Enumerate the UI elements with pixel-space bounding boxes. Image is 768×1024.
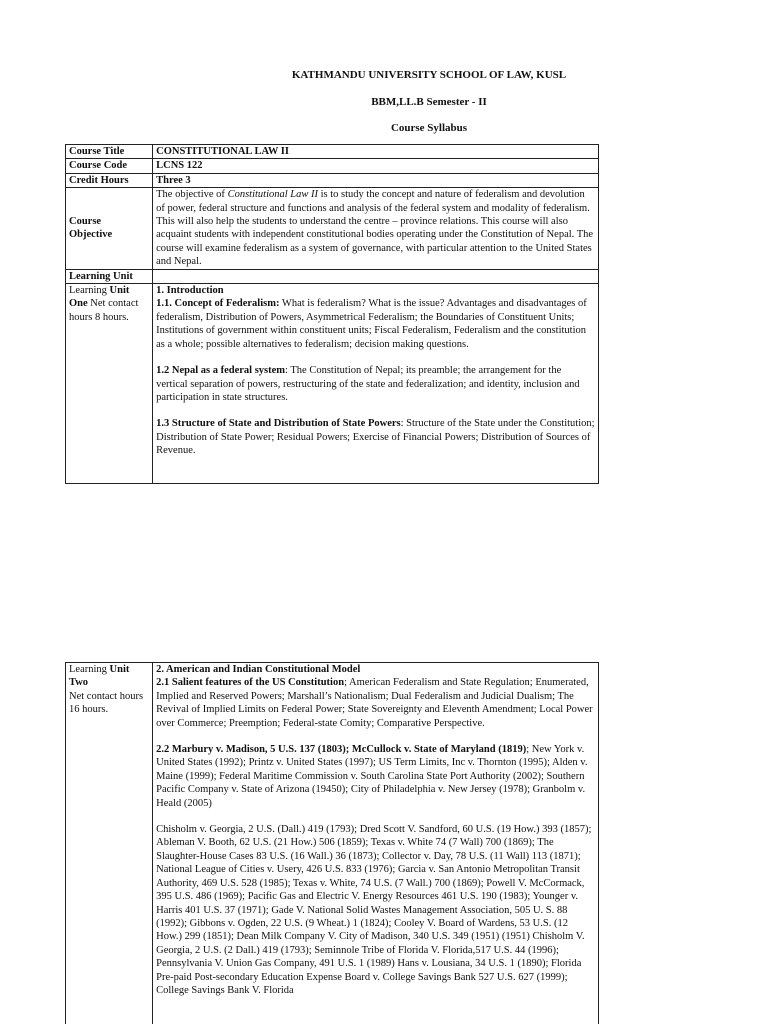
course-objective-text — [153, 188, 599, 269]
university-title: KATHMANDU UNIVERSITY SCHOOL OF LAW, KUSL — [291, 69, 567, 81]
course-code-row — [66, 159, 599, 173]
objective-label-line2: Objective — [69, 229, 113, 241]
section-1-3-title: 1.3 Structure of State and Distribution of State Powers — [156, 418, 401, 430]
objective-pre: The objective of — [156, 189, 228, 201]
unit-one-label-bold: Unit One — [69, 285, 130, 310]
course-title-label: Course Title — [66, 145, 153, 159]
course-title-row — [66, 145, 599, 159]
unit-two-label-bold-2: Two — [69, 677, 89, 689]
course-objective-label — [66, 188, 153, 269]
unit-one-label — [66, 284, 153, 484]
section-1-1 — [156, 297, 595, 351]
credit-hours-value: Three 3 — [153, 173, 599, 187]
program-title: BBM,LL.B Semester - II — [371, 96, 487, 108]
unit-one-content — [153, 284, 599, 484]
section-1-3-text: : Structure of the State under the Constitution; Distribution of State Power; Residual Powers; Exercise of Financial Powers; Distribution of Sources of Revenue. — [156, 418, 595, 457]
learning-unit-blank — [153, 269, 599, 283]
section-2-1 — [156, 676, 595, 730]
section-2-2 — [156, 743, 595, 810]
unit-one-heading: 1. Introduction — [156, 285, 224, 297]
unit-two-label-pre: Learning — [69, 664, 110, 675]
course-title-value: CONSTITUTIONAL LAW II — [153, 145, 599, 159]
section-1-2 — [156, 364, 595, 404]
section-2-1-title: 2.1 Salient features of the US Constitution — [156, 677, 345, 689]
learning-unit-label: Learning Unit — [66, 269, 153, 283]
objective-label-line1: Course — [69, 216, 102, 228]
section-1-2-title: 1.2 Nepal as a federal system — [156, 365, 286, 377]
unit-two-row — [66, 663, 599, 1024]
course-info-table — [65, 144, 599, 484]
unit-two-label-bold-1: Unit — [109, 664, 130, 675]
section-2-1-text: ; American Federalism and State Regulation; Enumerated, Implied and Reserved Powers; Marshall’s Nationalism; Dual Federalism and Judicial Dualism; The Revival of Implied Limits on Federal Power; State Sovereignty and Eleventh Amendment; Local Power over Commerce; Preemption; Federal-state Comity; Comparative Perspective. — [156, 677, 593, 729]
course-code-value: LCNS 122 — [153, 159, 599, 173]
section-1-1-text: What is federalism? What is the issue? Advantages and disadvantages of federalism, Distribution of Powers, Asymmetrical Federalism; the Boundaries of Constituent Units; Institutions of government within constituent units; Fiscal Federalism, Federalism and the constitution as a whole; possible alternatives to federalism; decision making questions. — [156, 298, 587, 350]
unit-two-label-post: Net contact hours 16 hours. — [69, 690, 144, 716]
section-1-3 — [156, 417, 595, 457]
unit-two-heading: 2. American and Indian Constitutional Model — [156, 664, 361, 675]
unit-one-label-post: Net contact hours 8 hours. — [69, 298, 139, 323]
section-1-2-text: : The Constitution of Nepal; its preamble; the arrangement for the vertical separation of powers, restructuring of the state and federalization; and identity, inclusion and participation in state structures. — [156, 365, 580, 403]
objective-post: is to study the concept and nature of federalism and devolution of power, federal structure and functions and analysis of the federal system and modality of federalism. This will also help the students to understand the centre – province relations. This course will also acquaint students with independent constitutional bodies operating under the Constitution of Nepal. The course will examine federalism as a system of governance, with particular attention to the United States and Nepal. — [156, 189, 594, 268]
credit-hours-row — [66, 173, 599, 187]
course-objective-row — [66, 188, 599, 269]
unit-two-label — [66, 663, 153, 1024]
unit-one-label-pre: Learning — [69, 285, 110, 297]
credit-hours-label: Credit Hours — [66, 173, 153, 187]
document-type: Course Syllabus — [390, 122, 468, 134]
objective-course-name: Constitutional Law II — [227, 189, 318, 201]
unit-two-content — [153, 663, 599, 1024]
unit-one-row — [66, 284, 599, 484]
learning-unit-header-row — [66, 269, 599, 283]
course-code-label: Course Code — [66, 159, 153, 173]
section-1-1-title: 1.1. Concept of Federalism: — [156, 298, 280, 310]
unit-two-table — [65, 662, 599, 1024]
case-list: Chisholm v. Georgia, 2 U.S. (Dall.) 419 (1793); Dred Scott V. Sandford, 60 U.S. (19 How.) 393 (1857); Ableman V. Booth, 62 U.S. (21 How.) 506 (1859); Texas v. White 74 (7 Wall) 700 (1869); The Slaughter-House Cases 83 U.S. (16 Wall.) 36 (1873); Collector v. Day, 78 U.S. (11 Wall) 113 (1871); National League of Cities v. Usery, 426 U.S. 833 (1976); Garcia v. San Antonio Metropolitan Transit Authority, 469 U.S. 528 (1985); Texas v. White, 74 U.S. (7 Wall.) 700 (1869); Powell V. McCormack, 395 U.S. 486 (1969); Pacific Gas and Electric V. Energy Resources 461 U.S. 190 (1983); Younger v. Harris 401 U.S. 37 (1971); Gade V. National Solid Wastes Management Association, 505 U. S. 88 (1992); Gibbons v. Ogden, 22 U.S. (9 Wheat.) 1 (1824); Cooley V. Board of Wardens, 53 U.S. (12 How.) 299 (1851); Dean Milk Company V. City of Madison, 340 U.S. 349 (1951) (1951) Chisholm V. Georgia, 2 U.S. (2 Dall.) 419 (1793); Seminnole Tribe of Florida V. Florida,517 U.S. 44 (1996); Pennsylvania V. Union Gas Company, 491 U.S. 1 (1989) Hans v. Lousiana, 34 U.S. 1 (1890); Florida Pre-paid Post-secondary Education Expense Board v. College Savings Bank 527 U.S. 627 (1999); College Savings Bank V. Florida — [156, 824, 592, 996]
section-2-2-title: 2.2 Marbury v. Madison, 5 U.S. 137 (1803); McCullock v. State of Maryland (1819) — [156, 744, 527, 756]
section-2-2-text: ; New York v. United States (1992); Printz v. United States (1997); US Term Limits, Inc v. Thornton (1995); Alden v. Maine (1999); Federal Maritime Commission v. South Carolina State Port Authority (2002); Southern Pacific Company v. State of Arizona (19450); City of Philadelphia v. New Jersey (1978); Granbolm v. Heald (2005) — [156, 744, 588, 809]
